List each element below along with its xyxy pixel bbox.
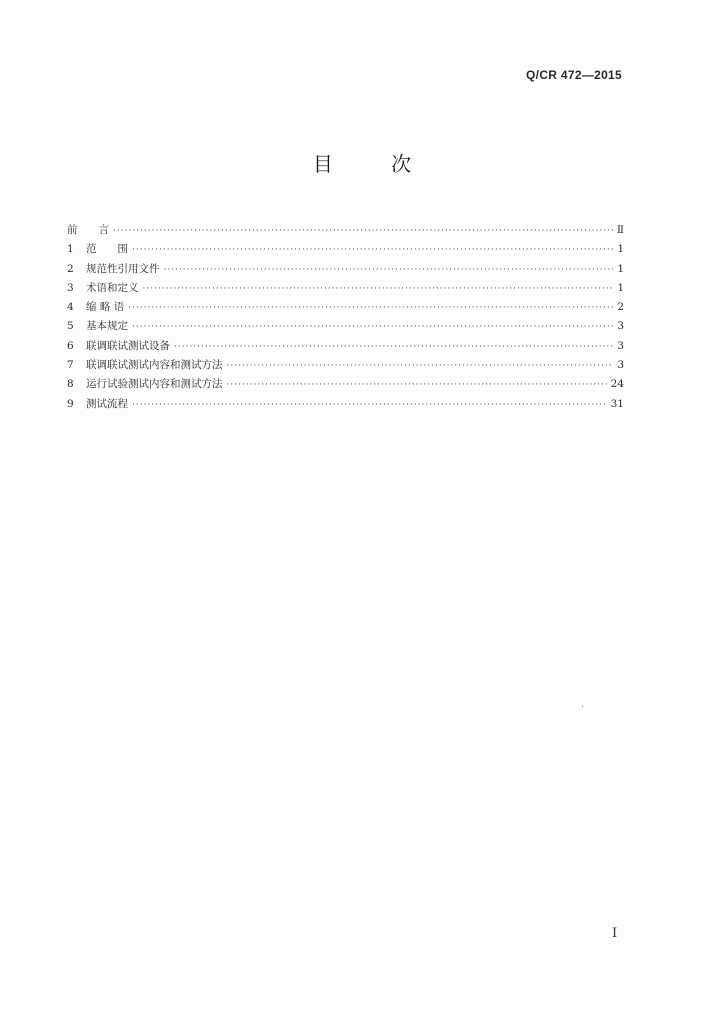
toc-entry-label: 联调联试测试设备 xyxy=(86,339,170,352)
toc-entry-terms-definitions[interactable] xyxy=(67,280,624,299)
toc-entry-label: 前 言 xyxy=(67,224,109,236)
toc-entry-test-process[interactable] xyxy=(67,396,624,415)
toc-entry-label: 规范性引用文件 xyxy=(86,262,160,275)
toc-entry-number: 5 xyxy=(67,320,74,333)
dot-leader xyxy=(132,400,607,410)
standard-code: Q/CR 472—2015 xyxy=(526,68,622,82)
dot-leader xyxy=(132,322,613,332)
toc-entry-label: 运行试验测试内容和测试方法 xyxy=(86,378,223,391)
scan-speck xyxy=(582,706,583,707)
dot-leader xyxy=(227,380,607,390)
dot-leader xyxy=(132,245,613,255)
toc-entry-operation-test[interactable] xyxy=(67,376,624,395)
toc-entry-label: 测试流程 xyxy=(86,397,128,410)
toc-entry-abbreviations[interactable] xyxy=(67,299,624,318)
dot-leader xyxy=(174,342,613,352)
toc-entry-number: 3 xyxy=(67,281,74,294)
toc-entry-page: 1 xyxy=(617,243,624,256)
toc-entry-page: 1 xyxy=(617,281,624,294)
toc-entry-label: 缩 略 语 xyxy=(86,301,125,314)
toc-entry-page: 31 xyxy=(610,397,624,410)
dot-leader xyxy=(227,361,614,371)
table-of-contents xyxy=(67,222,624,415)
toc-entry-page: 24 xyxy=(610,378,624,391)
toc-entry-label: 基本规定 xyxy=(86,320,128,333)
toc-entry-scope[interactable] xyxy=(67,241,624,260)
dot-leader xyxy=(164,265,614,275)
toc-entry-test-equipment[interactable] xyxy=(67,338,624,357)
page-number: Ⅰ xyxy=(612,926,618,941)
dot-leader xyxy=(113,226,613,236)
toc-entry-page: 2 xyxy=(617,301,624,314)
toc-entry-normative-references[interactable] xyxy=(67,261,624,280)
toc-entry-basic-provisions[interactable] xyxy=(67,318,624,337)
toc-entry-foreword[interactable] xyxy=(67,222,624,241)
toc-entry-page: 3 xyxy=(617,339,624,352)
toc-entry-number: 6 xyxy=(67,339,74,352)
toc-entry-number: 9 xyxy=(67,397,74,410)
toc-entry-number: 1 xyxy=(67,243,74,256)
dot-leader xyxy=(128,303,613,313)
toc-entry-number: 2 xyxy=(67,262,74,275)
toc-entry-label: 范 围 xyxy=(86,243,128,256)
toc-entry-number: 7 xyxy=(67,359,74,372)
toc-entry-page: 3 xyxy=(617,359,624,372)
toc-entry-number: 4 xyxy=(67,301,74,314)
toc-title: 目 次 xyxy=(312,152,438,176)
dot-leader xyxy=(143,284,614,294)
toc-entry-label: 术语和定义 xyxy=(86,281,139,294)
toc-entry-test-content-methods[interactable] xyxy=(67,357,624,376)
toc-entry-page: 1 xyxy=(617,262,624,275)
toc-entry-page: 3 xyxy=(617,320,624,333)
toc-entry-label: 联调联试测试内容和测试方法 xyxy=(86,359,223,372)
toc-entry-number: 8 xyxy=(67,378,74,391)
toc-entry-page: Ⅱ xyxy=(616,224,624,236)
